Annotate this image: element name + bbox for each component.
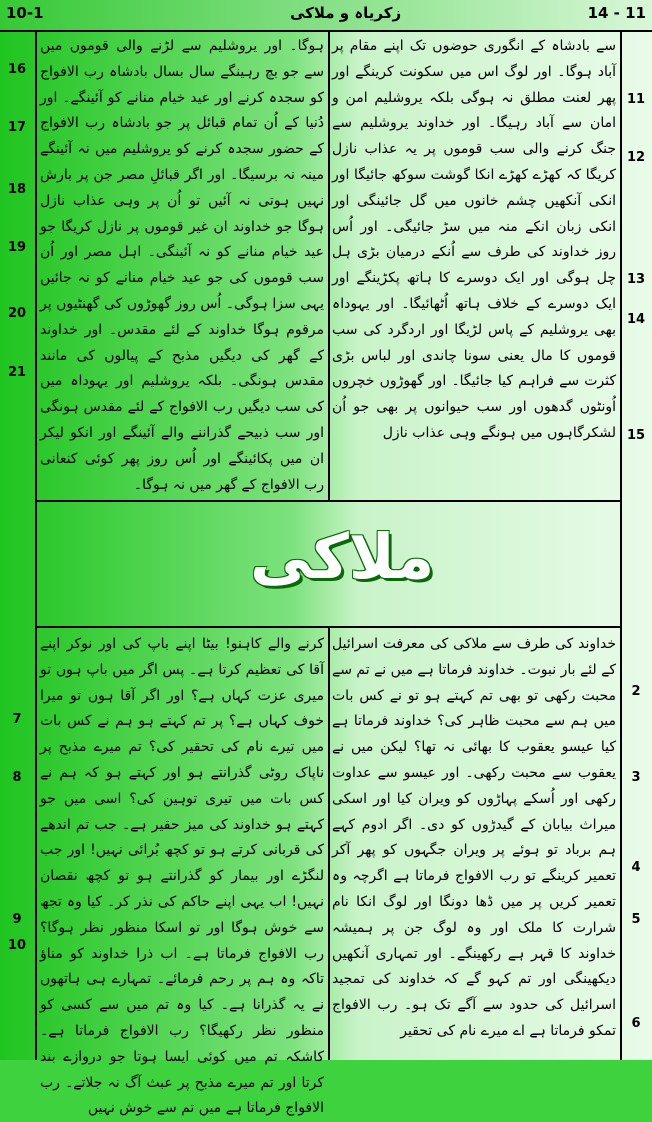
verse-number: 6 [631, 1016, 641, 1031]
verse-number: 18 [7, 182, 27, 197]
verse-number: 8 [12, 770, 22, 785]
lower-left-column-text: کرنے والے کاہنو! بیٹا اپنے باپ کی اور نوکر اپنے آقا کی تعظیم کرتا ہے۔ پس اگر میں باپ ہوں تو میری عزت کہاں ہے؟ اور اگر آقا ہوں تو میرا خوف کہاں ہے؟ پر تم کہتے ہو ہم نے کس بات میں تیرے نام کی تحقیر کی؟ تم میرے مذبح پر ناپاک روٹی گذرانتے ہو اور کہتے ہو کہ ہم نے کس بات میں تیری توہین کی؟ اسی میں جو کہتے ہو خداوند کی میز حقیر ہے۔ جب تم اندھے کی قربانی کرتے ہو تو کچھ بُرائی نہیں! اور جب لنگڑے اور بیمار کو گذرانتے ہو تو کچھ نقصان نہیں! اب یہی اپنے حاکم کی نذر کر۔ کیا وہ تجھ سے خوش ہوگا اور تو اسکا منظور نظر ہوگا؟ رب الافواج فرماتا ہے۔ اب ذرا خداوند کو مناؤ تاکہ وہ ہم پر رحم فرمائے۔ تمہارے ہی ہاتھوں نے یہ گذرانا ہے۔ کیا وہ تم میں سے کسی کو منظور نظر رکھیگا؟ رب الافواج فرماتا ہے۔ کاشکہ تم میں کوئی ایسا ہوتا جو دروازے بند کرتا اور تم میرے مذبح پر عبث آگ نہ جلاتے۔ رب الافواج فرماتا ہے میں تم سے خوش نہیں [40, 636, 324, 1117]
verse-number: 9 [12, 912, 22, 927]
verse-number: 7 [12, 712, 22, 727]
rule-center-upper [328, 30, 330, 500]
verse-number: 5 [631, 912, 641, 927]
lower-right-column-text: خداوند کی طرف سے ملاکی کی معرفت اسرائیل کے لئے بار نبوت۔ خداوند فرماتا ہے میں نے تم سے محبت رکھی تو بھی تم کہتے ہو تو نے کس بات میں ہم سے محبت ظاہر کی؟ خداوند فرماتا ہے کیا عیسو یعقوب کا بھائی نہ تھا؟ لیکن میں نے یعقوب سے محبت رکھی۔ اور عیسو سے عداوت رکھی اور اُسکے پہاڑوں کو ویران کیا اور اسکی میراث بیابان کے گیدڑوں کو دی۔ اگر ادوم کہے ہم برباد تو ہوئے پر ویران جگہوں کو پھر آکر تعمیر کرینگے تو رب الافواج فرماتا ہے اگرچہ وہ تعمیر کریں پر میں ڈھا دونگا اور لوگ انکا نام شرارت کا ملک اور وہ لوگ جن پر ہمیشہ خداوند کا قہر ہے رکھینگے۔ اور تمہاری آنکھیں دیکھینگی اور تم کہو گے کہ خداوند کی تمجید اسرائیل کی حدود سے آگے تک ہو۔ رب الافواج تمکو فرماتا ہے اے میرے نام کی تحقیر [332, 636, 616, 1039]
rule-outer-right [620, 30, 622, 1060]
verse-number: 12 [626, 150, 646, 165]
book-title-heading: ملاکی [250, 520, 435, 593]
header-book-title: زکریاہ و ملاکی [290, 4, 402, 22]
verse-number: 19 [7, 240, 27, 255]
upper-left-column-text: ہوگا۔ اور یروشلیم سے لڑنے والی قوموں میں سے جو بچ رہینگے سال بسال بادشاہ رب الافواج کو سجدہ کرنے اور عید خیام منانے کو آئینگے۔ اور دُنیا کے اُن تمام قبائل پر جو بادشاہ رب الافواج کے حضور سجدہ کرنے کو یروشلیم میں نہ آئینگے مینہ نہ برسیگا۔ اور اگر قبائلِ مصر جن پر بارش نہیں ہوتی نہ آئیں تو اُن پر وہی عذاب نازل ہوگا جو خداوند ان غیر قوموں پر نازل کریگا جو عید خیام منانے کو نہ آئینگی۔ اہل مصر اور اُن سب قوموں کی جو عید خیام منانے کو نہ جائیں یہی سزا ہوگی۔ اُس روز گھوڑوں کی گھنٹیوں پر مرقوم ہوگا خداوند کے لئے مقدس۔ اور خداوند کے گھر کی دیگیں مذبح کے پیالوں کی مانند مقدس ہونگی۔ بلکہ یروشلیم اور یہوداہ میں کی سب دیگیں رب الافواج کے لئے مقدس ہونگی اور سب ذبیحے گذراننے والے آئینگے اور انکو لیکر ان میں پکائینگے اور اُس روز پھر کوئی کنعانی رب الافواج کے گھر میں نہ ہوگا۔ [40, 38, 324, 493]
verse-number: 13 [626, 272, 646, 287]
verse-number: 15 [626, 428, 646, 443]
verse-number: 21 [7, 365, 27, 380]
verse-number: 11 [626, 92, 646, 107]
verse-number: 14 [626, 312, 646, 327]
header-chapter-right: 14 - 11 [587, 4, 646, 22]
page-header [0, 0, 652, 32]
verse-number: 2 [631, 684, 641, 699]
verse-number: 16 [7, 62, 27, 77]
upper-right-column-text: سے بادشاہ کے انگوری حوضوں تک اپنے مقام پر آباد ہوگا۔ اور لوگ اس میں سکونت کرینگے اور پھر لعنت مطلق نہ ہوگی بلکہ یروشلیم امن و امان سے آباد رہیگا۔ اور خداوند یروشلیم سے جنگ کرنے والی سب قوموں پر یہ عذاب نازل کریگا کہ کھڑے کھڑے انکا گوشت سوکھ جائیگا اور انکی آنکھیں چشم خانوں میں گل جائینگی اور انکی زبان انکے منہ میں سڑ جائیگی۔ اور اُس روز خداوند کی طرف سے اُنکے درمیان بڑی ہل چل ہوگی اور ایک دوسرے کا ہاتھ پکڑینگے اور ایک دوسرے کے خلاف ہاتھ اُٹھائیگا۔ اور یہوداہ بھی یروشلیم کے پاس لڑیگا اور اردگرد کی سب قوموں کا مال یعنی سونا چاندی اور لباس بڑی کثرت سے فراہم کیا جائیگا۔ اور گھوڑوں خچروں اُونٹوں گدھوں اور سب حیوانوں پر بھی جو اُن لشکرگاہوں میں ہونگے وہی عذاب نازل [332, 38, 616, 441]
rule-section-start [35, 626, 622, 628]
rule-section-end [35, 500, 622, 502]
rule-center-lower [328, 628, 330, 1060]
verse-number: 3 [631, 770, 641, 785]
verse-number: 10 [7, 938, 27, 953]
rule-outer-left [35, 30, 37, 1060]
verse-number: 4 [631, 860, 641, 875]
verse-number: 20 [7, 306, 27, 321]
verse-number: 17 [7, 120, 27, 135]
header-chapter-left: 10-1 [6, 4, 44, 22]
